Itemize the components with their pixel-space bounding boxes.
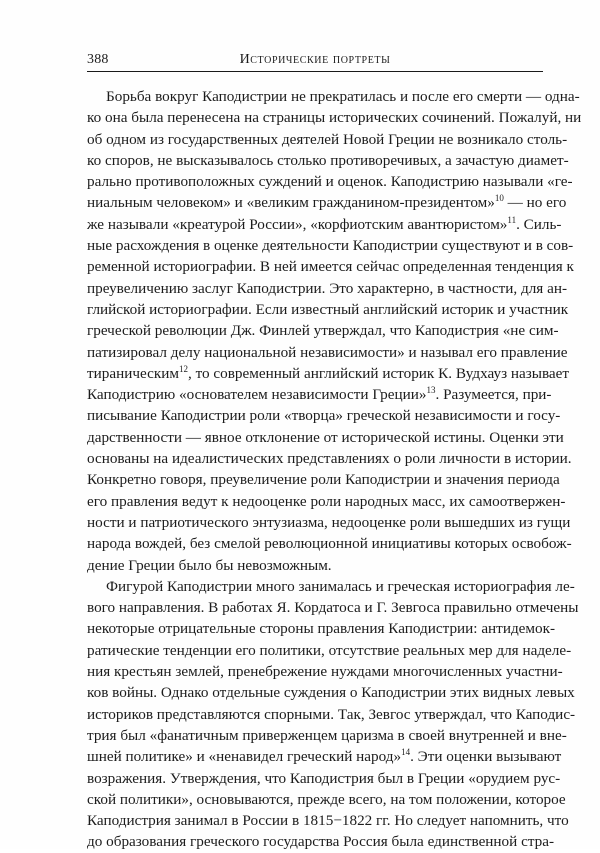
text-line: Конкретно говоря, преувеличение роли Каподистрии и значения периода xyxy=(87,471,560,489)
text-line: ской политики», основываются, прежде всего, на том положении, которое xyxy=(87,790,566,808)
text-line: возражения. Утверждения, что Каподистрия был в Греции «орудием рус- xyxy=(87,769,561,787)
paragraph-2 xyxy=(87,576,579,853)
text-line: ния крестьян землей, пренебрежение нуждами многочисленных участни- xyxy=(87,663,563,681)
text-line: ные расхождения в оценке деятельности Каподистрии существуют и в сов- xyxy=(87,237,574,255)
running-head xyxy=(87,50,543,72)
text-line: ратические тенденции его политики, отсутствие реальных мер для наделе- xyxy=(87,641,572,659)
text-line: рально противоположных суждений и оценок. Каподистрию называли «ге- xyxy=(87,173,573,191)
footnote-marker[interactable]: 14 xyxy=(401,747,411,758)
text-line: основаны на идеалистических представлениях о роли личности в истории. xyxy=(87,450,572,468)
text-line: Каподистрию «основателем независимости Греции»$^{13}$. Разумеется, при- xyxy=(87,385,552,404)
footnote-marker[interactable]: 10 xyxy=(494,193,504,204)
running-title: Исторические портреты xyxy=(239,52,391,67)
text-line: народа вождей, без смелой революционной инициативы которых освобож- xyxy=(87,535,572,553)
body-text xyxy=(87,86,582,853)
text-line: вого направления. В работах Я. Кордатоса и Г. Зевгоса правильно отмечены xyxy=(87,599,579,617)
text-line: греческой революции Дж. Финлей утверждал, что Каподистрия «не сим- xyxy=(87,322,559,340)
text-line: трия был «фанатичным приверженцем царизма в своей внутренней и вне- xyxy=(87,726,567,744)
text-line: некоторые отрицательные стороны правления Каподистрии: антидемок- xyxy=(87,620,556,638)
text-line: об одном из государственных деятелей Новой Греции не возникало столь- xyxy=(87,130,568,148)
footnote-marker[interactable]: 12 xyxy=(178,363,188,374)
text-line: тираническим$^{12}$, то современный английский историк К. Вудхауз называет xyxy=(87,363,570,382)
text-line: писывание Каподистрии роли «творца» греческой независимости и госу- xyxy=(87,407,561,425)
text-line: Фигурой Каподистрии много занималась и греческая историография ле- xyxy=(106,577,575,595)
text-line: шней политике» и «ненавидел греческий народ»$^{14}$. Эти оценки вызывают xyxy=(87,747,562,766)
text-line: историков представляются спорными. Так, Зевгос утверждал, что Каподис- xyxy=(87,705,576,723)
text-line: дарственности — явное отклонение от исторической истины. Оценки эти xyxy=(87,428,564,446)
paragraph-1 xyxy=(87,86,582,576)
text-line: ременной историографии. В ней имеется сейчас определенная тенденция к xyxy=(87,258,574,276)
text-line: ко она была перенесена на страницы исторических сочинений. Пожалуй, ни xyxy=(87,109,582,127)
text-line: патизировал делу национальной независимости» и называл его правление xyxy=(87,343,568,361)
text-line: Каподистрия занимал в России в 1815−1822 гг. Но следует напомнить, что xyxy=(87,812,569,830)
text-line: же называли «креатурой России», «корфиотским авантюристом»$^{11}$. Силь- xyxy=(87,214,562,233)
text-line: преувеличению заслуг Каподистрии. Это характерно, в частности, для ан- xyxy=(87,279,568,297)
text-line: его правления ведут к недооценке роли народных масс, их самоотвержен- xyxy=(87,492,566,510)
text-line: ниальным человеком» и «великим гражданином-президентом»$^{10}$ — но его xyxy=(87,193,567,212)
page-number: 388 xyxy=(87,52,109,67)
text-line: дение Греции было бы невозможным. xyxy=(87,556,332,574)
footnote-marker[interactable]: 13 xyxy=(426,385,436,396)
text-line: Борьба вокруг Каподистрии не прекратилась и после его смерти — одна- xyxy=(106,88,580,105)
text-line: глийской историографии. Если известный английский историк и участник xyxy=(87,300,569,318)
footnote-marker[interactable]: 11 xyxy=(507,214,517,225)
text-line: ности и патриотического энтузиазма, недооценке роли вышедших из гущи xyxy=(87,513,571,531)
text-line: ков войны. Однако отдельные суждения о Каподистрии этих видных левых xyxy=(87,684,575,702)
text-line: до образования греческого государства Россия была единственной стра- xyxy=(87,833,555,851)
text-line: ко споров, не высказывалось столько противоречивых, а зачастую диамет- xyxy=(87,151,569,169)
